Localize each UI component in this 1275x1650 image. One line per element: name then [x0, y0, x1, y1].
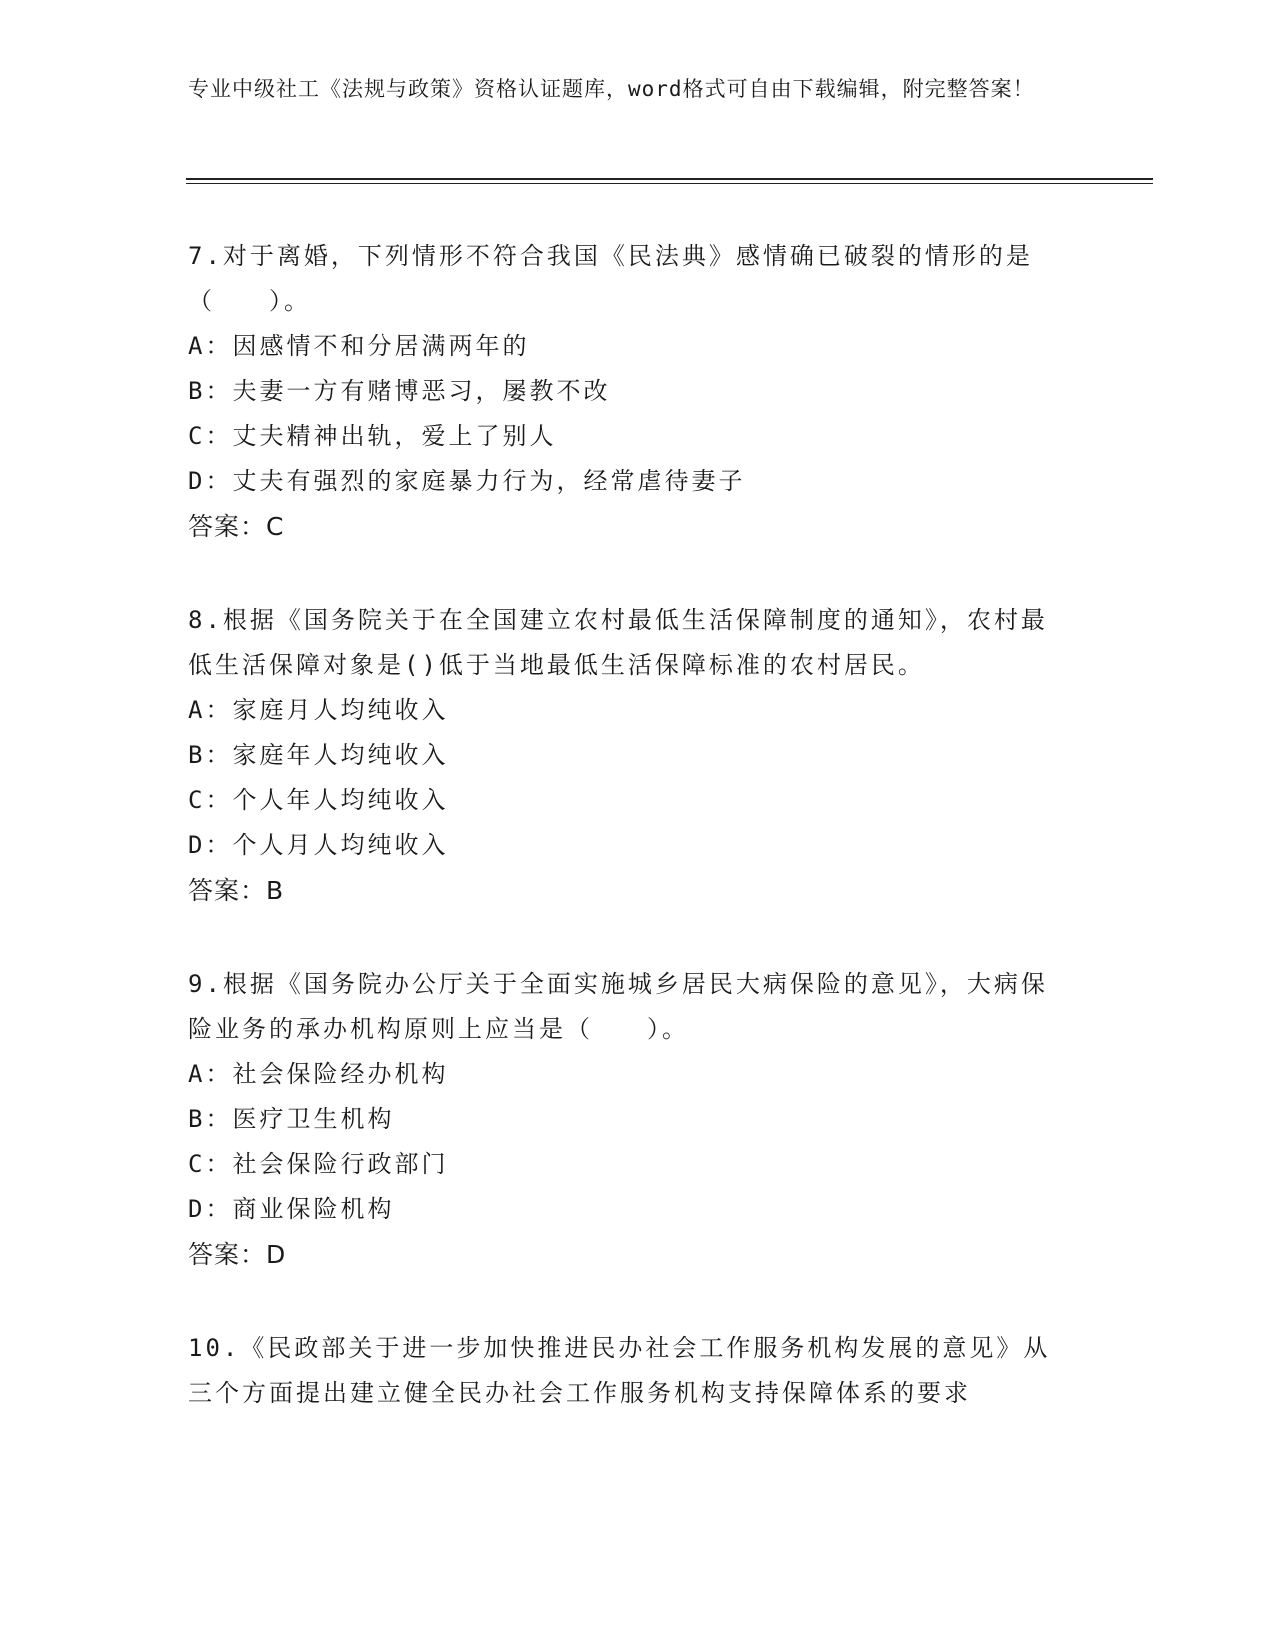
header-divider-thin [186, 183, 1153, 184]
option-d: D：个人月人均纯收入 [188, 831, 449, 859]
question-10 [188, 1326, 1068, 1416]
option-b: B：医疗卫生机构 [188, 1105, 395, 1133]
option-c: C：丈夫精神出轨，爱上了别人 [188, 422, 557, 450]
question-stem: 8.根据《国务院关于在全国建立农村最低生活保障制度的通知》，农村最低生活保障对象是()低于当地最低生活保障标准的农村居民。 [188, 606, 1048, 679]
answer-line: 答案：C [188, 512, 285, 541]
question-stem: 7.对于离婚，下列情形不符合我国《民法典》感情确已破裂的情形的是（ ）。 [188, 242, 1033, 315]
option-d: D：丈夫有强烈的家庭暴力行为，经常虐待妻子 [188, 467, 746, 495]
question-9 [188, 962, 1068, 1277]
question-stem: 10.《民政部关于进一步加快推进民办社会工作服务机构发展的意见》从三个方面提出建立健全民办社会工作服务机构支持保障体系的要求 [188, 1334, 1051, 1407]
option-a: A：家庭月人均纯收入 [188, 696, 449, 724]
option-a: A：社会保险经办机构 [188, 1060, 449, 1088]
question-8 [188, 598, 1068, 913]
document-header: 专业中级社工《法规与政策》资格认证题库，word格式可自由下载编辑，附完整答案！ [188, 77, 1035, 101]
option-d: D：商业保险机构 [188, 1195, 395, 1223]
option-b: B：家庭年人均纯收入 [188, 741, 449, 769]
option-b: B：夫妻一方有赌博恶习，屡教不改 [188, 377, 611, 405]
option-c: C：个人年人均纯收入 [188, 786, 449, 814]
answer-line: 答案：B [188, 876, 285, 905]
option-c: C：社会保险行政部门 [188, 1150, 449, 1178]
option-a: A：因感情不和分居满两年的 [188, 332, 530, 360]
answer-line: 答案：D [188, 1240, 287, 1269]
question-7 [188, 234, 1068, 549]
question-stem: 9.根据《国务院办公厅关于全面实施城乡居民大病保险的意见》，大病保险业务的承办机构原则上应当是（ ）。 [188, 970, 1048, 1043]
header-divider [186, 178, 1153, 180]
